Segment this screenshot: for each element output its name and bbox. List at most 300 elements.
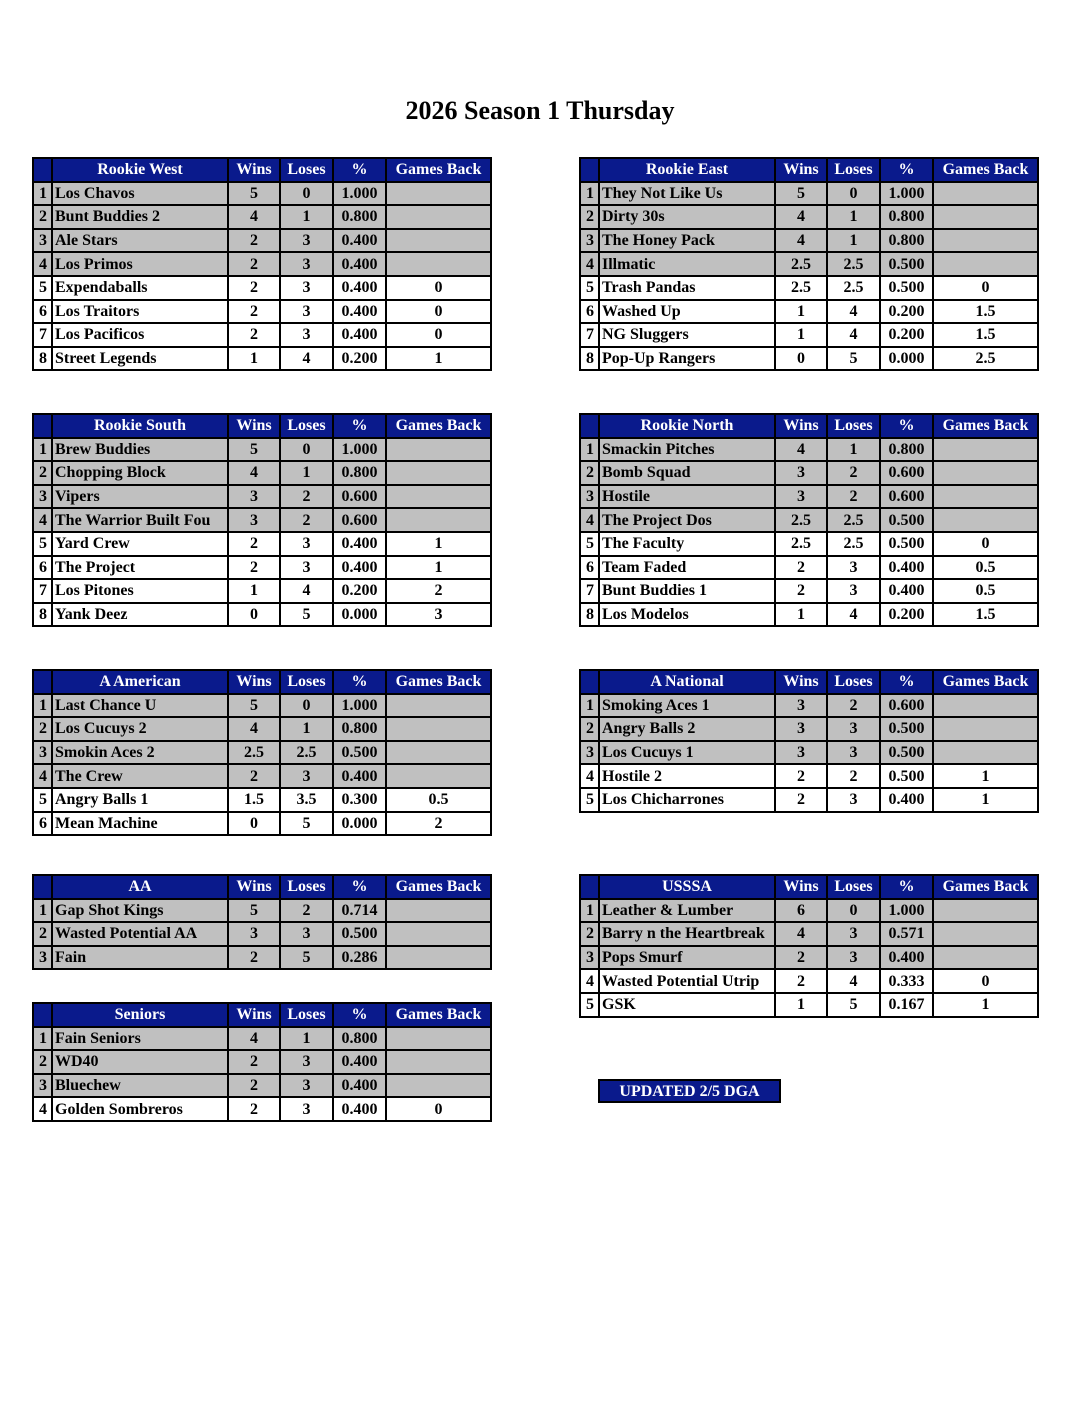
wins-cell: 4: [775, 922, 827, 946]
loses-cell: 3: [827, 741, 880, 765]
team-name-cell: Los Cucuys 2: [52, 717, 228, 741]
rank-cell: 5: [33, 276, 52, 300]
standings-table-usssa: [579, 874, 1039, 1018]
games-back-cell: [933, 508, 1038, 532]
loses-cell: 2: [280, 485, 333, 509]
pct-cell: 0.714: [333, 899, 386, 923]
loses-cell: 4: [280, 347, 333, 371]
pct-cell: 0.800: [333, 205, 386, 229]
header-row: [33, 1003, 491, 1027]
wins-cell: 2: [228, 946, 280, 970]
loses-cell: 5: [280, 603, 333, 627]
table-row: [33, 182, 491, 206]
wins-cell: 2.5: [775, 508, 827, 532]
games-back-cell: 1: [933, 993, 1038, 1017]
table-row: [33, 717, 491, 741]
team-name-cell: Angry Balls 2: [599, 717, 775, 741]
rank-cell: 1: [580, 438, 599, 462]
games-back-cell: 1: [386, 532, 491, 556]
games-back-header: Games Back: [386, 158, 491, 182]
team-name-cell: Golden Sombreros: [52, 1097, 228, 1121]
games-back-cell: [386, 252, 491, 276]
loses-cell: 3: [280, 252, 333, 276]
loses-cell: 1: [827, 438, 880, 462]
rank-header: [33, 158, 52, 182]
team-name-cell: Smoking Aces 1: [599, 694, 775, 718]
loses-header: Loses: [827, 414, 880, 438]
wins-header: Wins: [228, 1003, 280, 1027]
team-name-cell: The Faculty: [599, 532, 775, 556]
games-back-cell: [933, 252, 1038, 276]
loses-cell: 3: [280, 556, 333, 580]
rank-cell: 8: [33, 603, 52, 627]
wins-cell: 4: [228, 461, 280, 485]
team-name-cell: Mean Machine: [52, 812, 228, 836]
rank-cell: 3: [580, 229, 599, 253]
rank-cell: 4: [580, 969, 599, 993]
loses-cell: 3: [280, 922, 333, 946]
games-back-cell: [386, 1074, 491, 1098]
games-back-cell: 2.5: [933, 347, 1038, 371]
table-row: [33, 812, 491, 836]
wins-cell: 2: [775, 788, 827, 812]
games-back-cell: 1.5: [933, 300, 1038, 324]
table-row: [33, 556, 491, 580]
team-name-cell: Team Faded: [599, 556, 775, 580]
pct-cell: 0.400: [333, 1074, 386, 1098]
pct-cell: 0.600: [333, 485, 386, 509]
rank-cell: 3: [33, 946, 52, 970]
team-name-cell: Barry n the Heartbreak: [599, 922, 775, 946]
rank-cell: 5: [580, 993, 599, 1017]
wins-cell: 2: [775, 556, 827, 580]
games-back-cell: 0.5: [933, 579, 1038, 603]
rank-cell: 3: [33, 229, 52, 253]
loses-header: Loses: [280, 158, 333, 182]
games-back-cell: 1: [386, 556, 491, 580]
table-row: [33, 252, 491, 276]
team-name-cell: The Project Dos: [599, 508, 775, 532]
games-back-cell: [386, 205, 491, 229]
games-back-cell: [933, 899, 1038, 923]
pct-cell: 0.400: [880, 946, 933, 970]
team-name-cell: The Warrior Built Fou: [52, 508, 228, 532]
team-name-cell: Street Legends: [52, 347, 228, 371]
division-name: A National: [599, 670, 775, 694]
games-back-cell: [933, 717, 1038, 741]
standings-table-rookie-south: [32, 413, 492, 627]
pct-cell: 0.600: [880, 694, 933, 718]
pct-cell: 0.500: [880, 741, 933, 765]
header-row: [580, 158, 1038, 182]
wins-header: Wins: [228, 158, 280, 182]
team-name-cell: Vipers: [52, 485, 228, 509]
games-back-cell: [933, 694, 1038, 718]
pct-cell: 1.000: [333, 438, 386, 462]
table-row: [33, 946, 491, 970]
games-back-cell: 0: [933, 532, 1038, 556]
loses-cell: 1: [280, 461, 333, 485]
games-back-cell: [386, 922, 491, 946]
table-row: [33, 899, 491, 923]
rank-cell: 6: [580, 300, 599, 324]
rank-cell: 6: [33, 556, 52, 580]
table-row: [580, 485, 1038, 509]
header-row: [33, 158, 491, 182]
games-back-cell: [386, 485, 491, 509]
loses-cell: 3: [280, 1074, 333, 1098]
loses-cell: 3: [280, 300, 333, 324]
pct-cell: 0.286: [333, 946, 386, 970]
games-back-cell: 1: [933, 788, 1038, 812]
team-name-cell: The Crew: [52, 764, 228, 788]
loses-cell: 3: [827, 922, 880, 946]
rank-cell: 1: [580, 182, 599, 206]
games-back-cell: [386, 508, 491, 532]
table-row: [33, 323, 491, 347]
header-row: [33, 414, 491, 438]
team-name-cell: Fain Seniors: [52, 1027, 228, 1051]
division-name: Rookie North: [599, 414, 775, 438]
updated-badge: UPDATED 2/5 DGA: [598, 1079, 781, 1103]
rank-cell: 1: [580, 899, 599, 923]
table-row: [33, 485, 491, 509]
pct-cell: 0.400: [333, 532, 386, 556]
rank-cell: 2: [33, 717, 52, 741]
pct-cell: 0.400: [880, 556, 933, 580]
team-name-cell: Pop-Up Rangers: [599, 347, 775, 371]
games-back-cell: 1: [933, 764, 1038, 788]
table-row: [580, 556, 1038, 580]
table-row: [33, 922, 491, 946]
games-back-cell: [386, 461, 491, 485]
table-row: [580, 252, 1038, 276]
pct-cell: 0.200: [333, 347, 386, 371]
loses-cell: 3: [280, 764, 333, 788]
wins-cell: 4: [775, 205, 827, 229]
team-name-cell: Illmatic: [599, 252, 775, 276]
rank-cell: 2: [580, 205, 599, 229]
wins-cell: 2.5: [775, 252, 827, 276]
wins-cell: 2: [228, 532, 280, 556]
team-name-cell: Yank Deez: [52, 603, 228, 627]
games-back-cell: 0: [933, 969, 1038, 993]
table-row: [580, 946, 1038, 970]
rank-cell: 3: [580, 946, 599, 970]
table-row: [580, 993, 1038, 1017]
rank-cell: 8: [33, 347, 52, 371]
pct-cell: 0.800: [333, 461, 386, 485]
rank-cell: 1: [33, 438, 52, 462]
table-row: [33, 532, 491, 556]
team-name-cell: Yard Crew: [52, 532, 228, 556]
table-row: [33, 461, 491, 485]
pct-cell: 0.500: [880, 532, 933, 556]
table-row: [580, 788, 1038, 812]
rank-cell: 8: [580, 347, 599, 371]
wins-cell: 2: [228, 556, 280, 580]
games-back-cell: [933, 741, 1038, 765]
team-name-cell: Wasted Potential AA: [52, 922, 228, 946]
pct-header: %: [880, 158, 933, 182]
table-row: [580, 969, 1038, 993]
rank-cell: 1: [33, 899, 52, 923]
games-back-header: Games Back: [933, 158, 1038, 182]
loses-cell: 0: [280, 438, 333, 462]
pct-header: %: [880, 875, 933, 899]
team-name-cell: Wasted Potential Utrip: [599, 969, 775, 993]
pct-cell: 0.500: [880, 717, 933, 741]
loses-cell: 0: [827, 182, 880, 206]
games-back-cell: [386, 1050, 491, 1074]
pct-cell: 0.600: [333, 508, 386, 532]
pct-cell: 0.000: [880, 347, 933, 371]
pct-cell: 0.500: [333, 741, 386, 765]
rank-cell: 3: [580, 485, 599, 509]
pct-cell: 0.167: [880, 993, 933, 1017]
standings-table-a-national: [579, 669, 1039, 813]
wins-cell: 5: [775, 182, 827, 206]
games-back-cell: 2: [386, 812, 491, 836]
rank-cell: 2: [33, 922, 52, 946]
wins-cell: 1.5: [228, 788, 280, 812]
loses-header: Loses: [827, 670, 880, 694]
rank-cell: 6: [580, 556, 599, 580]
pct-cell: 0.200: [880, 603, 933, 627]
rank-cell: 5: [580, 532, 599, 556]
table-row: [33, 300, 491, 324]
team-name-cell: Dirty 30s: [599, 205, 775, 229]
table-row: [33, 741, 491, 765]
rank-cell: 5: [580, 788, 599, 812]
pct-cell: 0.000: [333, 603, 386, 627]
rank-cell: 4: [580, 252, 599, 276]
games-back-cell: 0: [933, 276, 1038, 300]
games-back-cell: [933, 229, 1038, 253]
games-back-header: Games Back: [933, 875, 1038, 899]
rank-cell: 3: [33, 1074, 52, 1098]
loses-cell: 3: [827, 788, 880, 812]
loses-cell: 4: [280, 579, 333, 603]
rank-cell: 4: [33, 764, 52, 788]
pct-header: %: [333, 158, 386, 182]
rank-cell: 5: [580, 276, 599, 300]
team-name-cell: Fain: [52, 946, 228, 970]
wins-cell: 4: [228, 1027, 280, 1051]
rank-cell: 3: [33, 741, 52, 765]
games-back-cell: [933, 438, 1038, 462]
loses-cell: 2: [827, 461, 880, 485]
rank-header: [33, 1003, 52, 1027]
loses-cell: 2: [827, 764, 880, 788]
wins-cell: 6: [775, 899, 827, 923]
loses-header: Loses: [280, 1003, 333, 1027]
team-name-cell: Chopping Block: [52, 461, 228, 485]
rank-cell: 4: [580, 764, 599, 788]
rank-cell: 1: [33, 1027, 52, 1051]
table-row: [33, 764, 491, 788]
wins-cell: 3: [228, 922, 280, 946]
wins-cell: 2.5: [775, 532, 827, 556]
loses-header: Loses: [827, 875, 880, 899]
games-back-cell: [386, 764, 491, 788]
wins-cell: 4: [775, 229, 827, 253]
team-name-cell: The Project: [52, 556, 228, 580]
pct-cell: 0.200: [880, 323, 933, 347]
loses-cell: 5: [827, 993, 880, 1017]
games-back-cell: 2: [386, 579, 491, 603]
standings-table-aa: [32, 874, 492, 970]
wins-cell: 1: [775, 323, 827, 347]
rank-cell: 5: [33, 532, 52, 556]
loses-cell: 0: [280, 694, 333, 718]
table-row: [33, 229, 491, 253]
games-back-cell: [933, 182, 1038, 206]
wins-header: Wins: [775, 670, 827, 694]
rank-cell: 2: [580, 461, 599, 485]
loses-cell: 3: [280, 276, 333, 300]
header-row: [580, 414, 1038, 438]
games-back-cell: 0: [386, 323, 491, 347]
division-name: A American: [52, 670, 228, 694]
table-row: [33, 1027, 491, 1051]
wins-cell: 5: [228, 694, 280, 718]
team-name-cell: Ale Stars: [52, 229, 228, 253]
wins-header: Wins: [228, 414, 280, 438]
table-row: [580, 508, 1038, 532]
table-row: [33, 276, 491, 300]
pct-cell: 0.500: [333, 922, 386, 946]
wins-cell: 2: [228, 1050, 280, 1074]
pct-cell: 0.600: [880, 461, 933, 485]
wins-header: Wins: [228, 875, 280, 899]
games-back-cell: [386, 899, 491, 923]
team-name-cell: WD40: [52, 1050, 228, 1074]
team-name-cell: Bluechew: [52, 1074, 228, 1098]
pct-cell: 0.800: [333, 717, 386, 741]
wins-cell: 5: [228, 899, 280, 923]
wins-cell: 2: [775, 946, 827, 970]
loses-cell: 2.5: [827, 252, 880, 276]
wins-cell: 3: [775, 717, 827, 741]
wins-header: Wins: [775, 414, 827, 438]
loses-cell: 2: [827, 485, 880, 509]
header-row: [580, 670, 1038, 694]
table-row: [580, 229, 1038, 253]
loses-cell: 1: [280, 717, 333, 741]
games-back-cell: 0.5: [933, 556, 1038, 580]
pct-cell: 0.500: [880, 764, 933, 788]
wins-cell: 0: [228, 812, 280, 836]
rank-cell: 4: [33, 508, 52, 532]
games-back-cell: 0: [386, 1097, 491, 1121]
rank-cell: 4: [33, 1097, 52, 1121]
games-back-header: Games Back: [933, 670, 1038, 694]
rank-cell: 2: [33, 461, 52, 485]
table-row: [580, 438, 1038, 462]
games-back-cell: [386, 182, 491, 206]
header-row: [580, 875, 1038, 899]
loses-cell: 3: [280, 323, 333, 347]
wins-cell: 0: [228, 603, 280, 627]
table-row: [580, 694, 1038, 718]
division-name: Seniors: [52, 1003, 228, 1027]
loses-cell: 2: [827, 694, 880, 718]
division-name: USSSA: [599, 875, 775, 899]
table-row: [580, 532, 1038, 556]
loses-cell: 1: [827, 205, 880, 229]
games-back-cell: [933, 922, 1038, 946]
loses-cell: 4: [827, 969, 880, 993]
wins-header: Wins: [775, 158, 827, 182]
loses-cell: 3: [280, 229, 333, 253]
pct-cell: 0.500: [880, 252, 933, 276]
wins-header: Wins: [775, 875, 827, 899]
games-back-header: Games Back: [386, 875, 491, 899]
wins-cell: 2: [775, 764, 827, 788]
table-row: [580, 300, 1038, 324]
games-back-cell: 0: [386, 276, 491, 300]
loses-cell: 3: [827, 717, 880, 741]
table-row: [33, 579, 491, 603]
rank-cell: 7: [580, 579, 599, 603]
team-name-cell: Brew Buddies: [52, 438, 228, 462]
rank-cell: 8: [580, 603, 599, 627]
wins-header: Wins: [228, 670, 280, 694]
division-name: Rookie West: [52, 158, 228, 182]
pct-cell: 0.400: [880, 579, 933, 603]
rank-cell: 3: [580, 741, 599, 765]
pct-cell: 0.300: [333, 788, 386, 812]
table-row: [580, 603, 1038, 627]
table-row: [580, 579, 1038, 603]
pct-cell: 0.400: [333, 323, 386, 347]
pct-cell: 0.600: [880, 485, 933, 509]
pct-cell: 1.000: [333, 182, 386, 206]
team-name-cell: Los Cucuys 1: [599, 741, 775, 765]
loses-cell: 3: [280, 1097, 333, 1121]
team-name-cell: NG Sluggers: [599, 323, 775, 347]
wins-cell: 4: [228, 205, 280, 229]
rank-header: [33, 875, 52, 899]
header-row: [33, 875, 491, 899]
wins-cell: 2.5: [775, 276, 827, 300]
wins-cell: 1: [775, 993, 827, 1017]
table-row: [580, 764, 1038, 788]
pct-cell: 1.000: [880, 899, 933, 923]
loses-cell: 3.5: [280, 788, 333, 812]
loses-cell: 2: [280, 508, 333, 532]
games-back-cell: [386, 229, 491, 253]
wins-cell: 1: [228, 579, 280, 603]
games-back-header: Games Back: [386, 670, 491, 694]
games-back-header: Games Back: [386, 1003, 491, 1027]
loses-cell: 2.5: [280, 741, 333, 765]
team-name-cell: Angry Balls 1: [52, 788, 228, 812]
standings-table-rookie-west: [32, 157, 492, 371]
loses-cell: 0: [280, 182, 333, 206]
loses-cell: 1: [280, 1027, 333, 1051]
pct-cell: 0.800: [333, 1027, 386, 1051]
rank-cell: 7: [580, 323, 599, 347]
team-name-cell: Expendaballs: [52, 276, 228, 300]
loses-cell: 3: [280, 1050, 333, 1074]
team-name-cell: Last Chance U: [52, 694, 228, 718]
team-name-cell: The Honey Pack: [599, 229, 775, 253]
loses-cell: 1: [827, 229, 880, 253]
loses-cell: 5: [827, 347, 880, 371]
team-name-cell: Los Modelos: [599, 603, 775, 627]
